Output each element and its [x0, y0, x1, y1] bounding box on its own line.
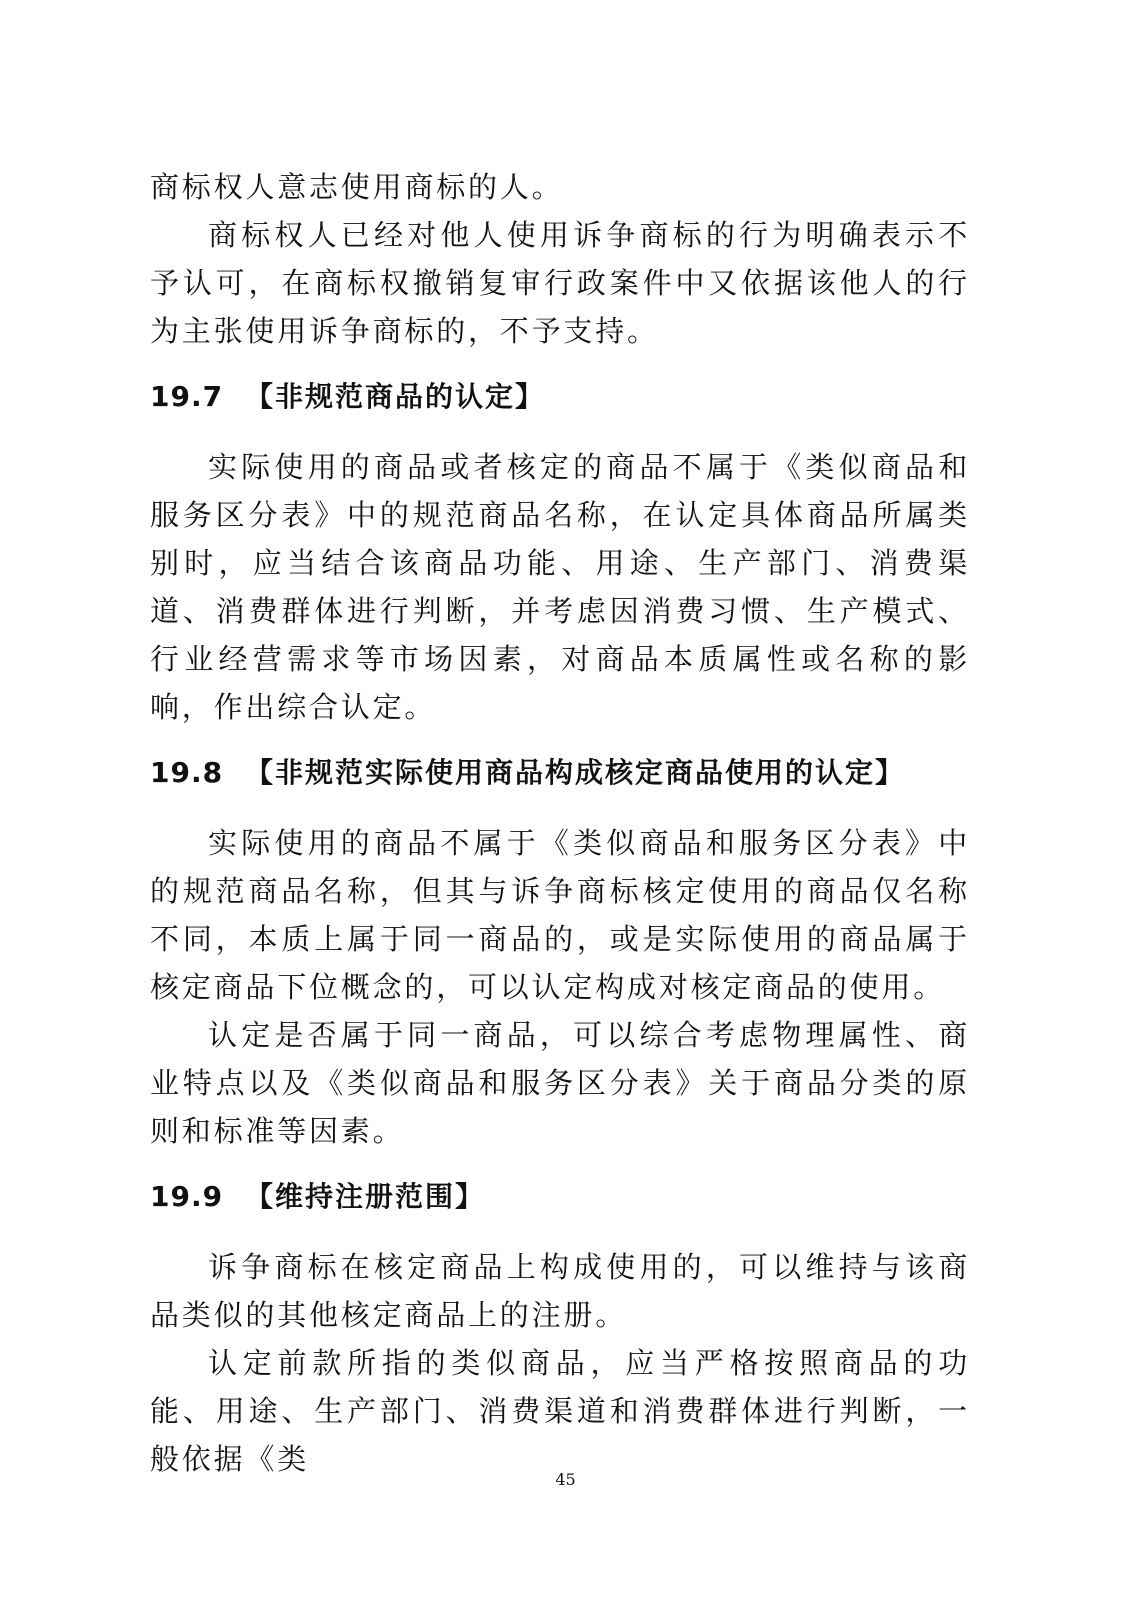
page-body: [150, 163, 970, 1483]
paragraph: 诉争商标在核定商品上构成使用的，可以维持与该商品类似的其他核定商品上的注册。: [150, 1250, 970, 1332]
section-title: 【非规范商品的认定】: [245, 380, 546, 413]
section-number: 19.9: [150, 1180, 224, 1213]
paragraph: 认定前款所指的类似商品，应当严格按照商品的功能、用途、生产部门、消费渠道和消费群体进行判断，一般依据《类: [150, 1346, 970, 1476]
section-number: 19.8: [150, 756, 224, 789]
paragraph: 实际使用的商品或者核定的商品不属于《类似商品和服务区分表》中的规范商品名称，在认定具体商品所属类别时，应当结合该商品功能、用途、生产部门、消费渠道、消费群体进行判断，并考虑因消费习惯、生产模式、行业经营需求等市场因素，对商品本质属性或名称的影响，作出综合认定。: [150, 450, 970, 724]
section-title: 【维持注册范围】: [245, 1180, 486, 1213]
section-heading-19-7: [150, 373, 970, 421]
paragraph: 商标权人已经对他人使用诉争商标的行为明确表示不予认可，在商标权撤销复审行政案件中又依据该他人的行为主张使用诉争商标的，不予支持。: [150, 218, 970, 348]
paragraph: 认定是否属于同一商品，可以综合考虑物理属性、商业特点以及《类似商品和服务区分表》关于商品分类的原则和标准等因素。: [150, 1018, 970, 1148]
page-number: 45: [555, 1470, 576, 1489]
paragraph: 实际使用的商品不属于《类似商品和服务区分表》中的规范商品名称，但其与诉争商标核定使用的商品仅名称不同，本质上属于同一商品的，或是实际使用的商品属于核定商品下位概念的，可以认定构成对核定商品的使用。: [150, 826, 970, 1004]
section-heading-19-8: [150, 749, 970, 797]
paragraph: 商标权人意志使用商标的人。: [150, 170, 564, 204]
section-title: 【非规范实际使用商品构成核定商品使用的认定】: [245, 756, 906, 789]
section-heading-19-9: [150, 1173, 970, 1221]
section-number: 19.7: [150, 380, 224, 413]
